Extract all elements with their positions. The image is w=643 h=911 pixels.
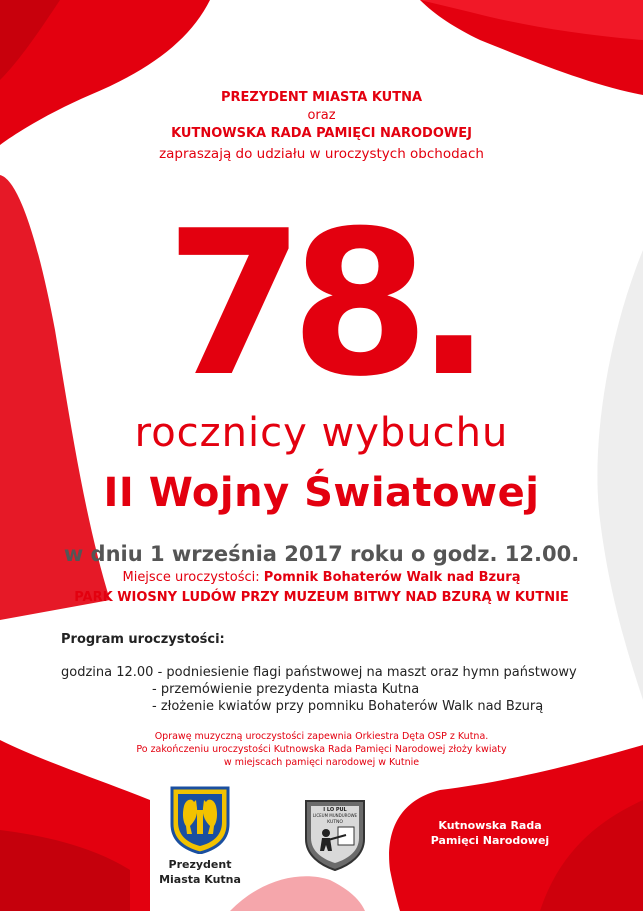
badge-text-top: I LO PUL xyxy=(323,807,347,813)
event-park: PARK WIOSNY LUDÓW PRZY MUZEUM BITWY NAD BZURĄ W KUTNIE xyxy=(74,590,569,605)
place-label: Miejsce uroczystości: xyxy=(122,570,260,585)
note-line: w miejscach pamięci narodowej w Kutnie xyxy=(223,757,420,768)
header-line-invitation: zapraszają do udziału w uroczystych obchodach xyxy=(159,146,484,162)
event-place xyxy=(0,570,643,585)
event-date: w dniu 1 września 2017 roku o godz. 12.00. xyxy=(63,542,580,566)
school-badge-icon xyxy=(302,795,368,871)
council-label-line1: Kutnowska Rada xyxy=(438,819,542,832)
badge-text-mid: LICEUM MUNDUROWE xyxy=(312,813,358,818)
header-line-president: PREZYDENT MIASTA KUTNA xyxy=(220,90,423,105)
program-list xyxy=(61,664,577,715)
headline-line2: II Wojny Światowej xyxy=(103,470,540,516)
council-label xyxy=(420,818,560,848)
note-line: Oprawę muzyczną uroczystości zapewnia Orkiestra Dęta OSP z Kutna. xyxy=(154,731,489,742)
program-item: - przemówienie prezydenta miasta Kutna xyxy=(152,682,420,697)
kutno-coat-of-arms-icon xyxy=(170,786,230,854)
headline-line1: rocznicy wybuchu xyxy=(134,410,509,456)
council-label-line2: Pamięci Narodowej xyxy=(430,834,550,847)
president-label-line2: Miasta Kutna xyxy=(159,873,241,886)
place-value: Pomnik Bohaterów Walk nad Bzurą xyxy=(263,570,521,585)
president-label-line1: Prezydent xyxy=(168,858,232,871)
header-line-and: oraz xyxy=(307,108,336,123)
badge-text-bottom: KUTNO xyxy=(327,820,343,825)
anniversary-number: 78. xyxy=(165,188,478,421)
notes xyxy=(0,730,643,769)
program-item: - złożenie kwiatów przy pomniku Bohaterów Walk nad Bzurą xyxy=(152,699,544,714)
program-item: godzina 12.00 - podniesienie flagi państwowej na maszt oraz hymn państwowy xyxy=(61,665,577,680)
header-line-council: KUTNOWSKA RADA PAMIĘCI NARODOWEJ xyxy=(171,126,472,141)
president-logo-label xyxy=(140,857,260,887)
note-line: Po zakończeniu uroczystości Kutnowska Rada Pamięci Narodowej złoży kwiaty xyxy=(136,744,507,755)
program-title: Program uroczystości: xyxy=(61,632,225,647)
